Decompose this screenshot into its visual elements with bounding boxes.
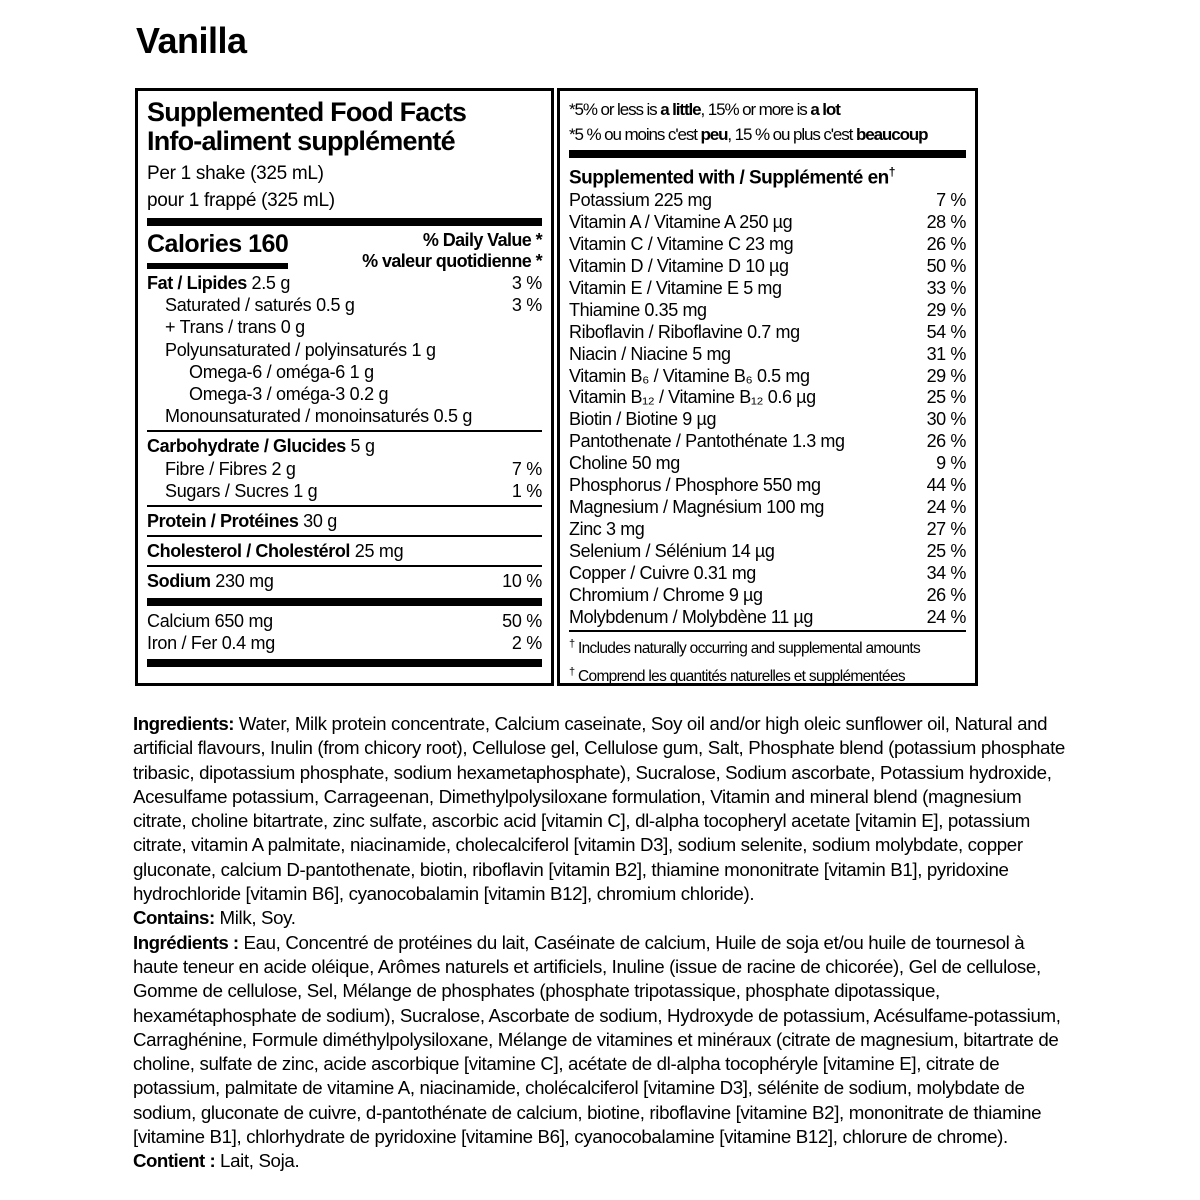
food-facts-panel-left [135, 88, 554, 686]
divider-thick [147, 598, 542, 606]
dv-note-en: *5% or less is a little, 15% or more is a lot [569, 100, 840, 119]
contains-fr: Contient : Lait, Soja. [133, 1150, 300, 1172]
footnote-en: † Includes naturally occurring and supplemental amounts [569, 638, 921, 658]
supplement-row: Vitamin B₆ / Vitamine B₆ 0.5 mg 29 % [569, 365, 966, 386]
nutrient-row: Sodium 230 mg 10 % [147, 571, 542, 592]
food-facts-panel-right [557, 88, 978, 686]
supplement-row: Thiamine 0.35 mg 29 % [569, 299, 966, 320]
footnote-fr: † Comprend les quantités naturelles et supplémentées [569, 666, 905, 686]
supplement-row: Phosphorus / Phosphore 550 mg 44 % [569, 475, 966, 496]
supplement-row: Copper / Cuivre 0.31 mg 34 % [569, 562, 966, 583]
nutrient-row: Carbohydrate / Glucides 5 g [147, 436, 375, 457]
supplement-row: Vitamin E / Vitamine E 5 mg 33 % [569, 277, 966, 298]
calories-block [147, 230, 542, 272]
nutrient-row: Polyunsaturated / polyinsaturés 1 g [165, 339, 436, 360]
supplement-row: Vitamin D / Vitamine D 10 µg 50 % [569, 256, 966, 277]
nutrient-row: Iron / Fer 0.4 mg 2 % [147, 632, 542, 653]
ingredients-section [133, 712, 1070, 1174]
nutrient-row: Fibre / Fibres 2 g 7 % [165, 458, 542, 479]
supplement-row: Selenium / Sélénium 14 µg 25 % [569, 540, 966, 561]
facts-title-fr: Info-aliment supplémenté [147, 126, 455, 156]
nutrient-row: Saturated / saturés 0.5 g 3 % [165, 295, 542, 316]
divider-thin [147, 535, 542, 537]
supplement-row: Molybdenum / Molybdène 11 µg 24 % [569, 606, 966, 627]
supplement-row: Magnesium / Magnésium 100 mg 24 % [569, 497, 966, 518]
divider-thick [569, 150, 966, 158]
ingredients-en: Ingredients: Water, Milk protein concentrate, Calcium caseinate, Soy oil and/or high oleic sunflower oil, Natural and artificial flavours, Inulin (from chicory root), Cellulose gel, Cellulose gum, Salt, Phosphate blend (potassium phosphate tribasic, dipotassium phosphate, sodium hexametaphosphate), Sucralose, Sodium ascorbate, Potassium hydroxide, Acesulfame potassium, Carrageenan, Dimethylpolysiloxane formulation, Vitamin and mineral blend (magnesium citrate, choline bitartrate, zinc sulfate, ascorbic acid [vitamin C], dl-alpha tocopheryl acetate [vitamin E], potassium citrate, vitamin A palmitate, niacinamide, cholecalciferol [vitamin D3], sodium selenite, sodium molybdate, copper gluconate, calcium D-pantothenate, biotin, riboflavin [vitamin B2], thiamine mononitrate [vitamin B1], pyridoxine hydrochloride [vitamin B6], cyanocobalamin [vitamin B12], chromium chloride). [133, 713, 1065, 905]
supplement-row: Pantothenate / Pantothénate 1.3 mg 26 % [569, 431, 966, 452]
divider-thick [147, 659, 542, 667]
supplement-row: Potassium 225 mg 7 % [569, 190, 966, 211]
nutrient-row: Sugars / Sucres 1 g 1 % [165, 480, 542, 501]
flavor-title: Vanilla [136, 20, 247, 61]
divider-thin [569, 630, 966, 632]
supplement-row: Zinc 3 mg 27 % [569, 518, 966, 539]
serving-size-en: Per 1 shake (325 mL) [147, 163, 324, 184]
supplement-row: Vitamin A / Vitamine A 250 µg 28 % [569, 212, 966, 233]
serving-size-fr: pour 1 frappé (325 mL) [147, 190, 335, 211]
nutrient-row: Calcium 650 mg 50 % [147, 610, 542, 631]
supplemented-with-header: Supplemented with / Supplémenté en† [569, 165, 895, 189]
contains-en: Contains: Milk, Soy. [133, 907, 296, 929]
divider-thin [147, 505, 542, 507]
nutrient-row: Cholesterol / Cholestérol 25 mg [147, 541, 404, 562]
supplement-row: Vitamin B₁₂ / Vitamine B₁₂ 0.6 µg 25 % [569, 387, 966, 408]
divider-thin [147, 430, 542, 432]
calories-value: Calories 160 [147, 230, 288, 269]
divider-thin [147, 565, 542, 567]
supplement-row: Biotin / Biotine 9 µg 30 % [569, 409, 966, 430]
nutrient-row: Omega-3 / oméga-3 0.2 g [189, 384, 389, 405]
dv-note-fr: *5 % ou moins c'est peu, 15 % ou plus c'est beaucoup [569, 125, 928, 144]
nutrient-row: Omega-6 / oméga-6 1 g [189, 361, 374, 382]
ingredients-fr: Ingrédients : Eau, Concentré de protéines du lait, Caséinate de calcium, Huile de soja et/ou huile de tournesol à haute teneur en acide oléique, Arômes naturels et artificiels, Inuline (issue de racine de chicorée), Gel de cellulose, Gomme de cellulose, Sel, Mélange de phosphates (phosphate tripotassique, phosphate dipotassique, hexamétaphosphate de sodium), Sucralose, Ascorbate de sodium, Hydroxyde de potassium, Acésulfame-potassium, Carraghénine, Formule diméthylpolysiloxane, Mélange de vitamines et minéraux (citrate de magnesium, bitartrate de choline, sulfate de zinc, acide ascorbique [vitamine C], acétate de dl-alpha tocophéryle [vitamine E], citrate de potassium, palmitate de vitamine A, niacinamide, cholécalciferol [vitamine D3], sélénite de sodium, molybdate de sodium, gluconate de cuivre, d-pantothénate de calcium, biotine, riboflavine [vitamine B2], mononitrate de thiamine [vitamine B1], chlorhydrate de pyridoxine [vitamine B6], cyanocobalamine [vitamine B12], chlorure de chrome). [133, 931, 1061, 1148]
nutrient-row: Protein / Protéines 30 g [147, 511, 337, 532]
supplement-row: Chromium / Chrome 9 µg 26 % [569, 584, 966, 605]
nutrient-row: Fat / Lipides 2.5 g 3 % [147, 273, 542, 293]
supplement-row: Riboflavin / Riboflavine 0.7 mg 54 % [569, 321, 966, 342]
divider-thick [147, 218, 542, 226]
daily-value-header: % Daily Value * % valeur quotidienne * [362, 230, 542, 271]
supplement-row: Niacin / Niacine 5 mg 31 % [569, 343, 966, 364]
facts-title-en: Supplemented Food Facts [147, 97, 467, 127]
nutrient-row: Monounsaturated / monoinsaturés 0.5 g [165, 406, 473, 427]
supplement-row: Choline 50 mg 9 % [569, 453, 966, 474]
supplement-row: Vitamin C / Vitamine C 23 mg 26 % [569, 234, 966, 255]
nutrient-row: + Trans / trans 0 g [165, 317, 305, 338]
